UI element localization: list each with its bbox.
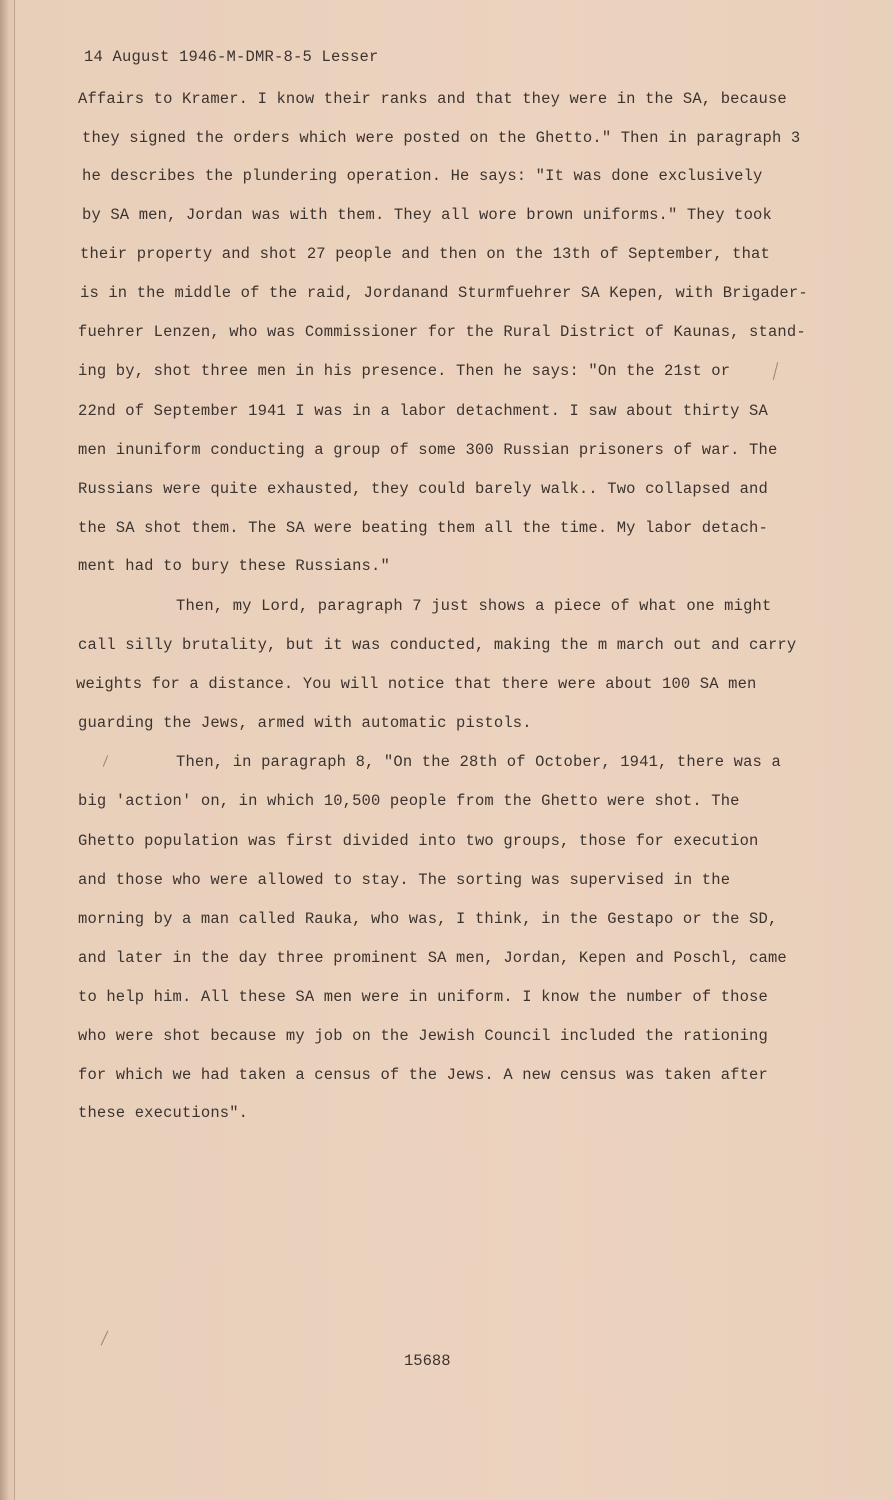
- transcript-line: guarding the Jews, armed with automatic pistols.: [78, 714, 532, 732]
- transcript-line: to help him. All these SA men were in uniform. I know the number of those: [78, 988, 768, 1006]
- transcript-line: the SA shot them. The SA were beating them all the time. My labor detach-: [78, 519, 768, 537]
- transcript-line: big 'action' on, in which 10,500 people from the Ghetto were shot. The: [78, 792, 740, 810]
- transcript-line: who were shot because my job on the Jewish Council included the rationing: [78, 1027, 768, 1045]
- page-number: 15688: [404, 1352, 451, 1370]
- transcript-line: Affairs to Kramer. I know their ranks and that they were in the SA, because: [78, 90, 787, 108]
- transcript-line: Then, my Lord, paragraph 7 just shows a piece of what one might: [176, 597, 772, 615]
- pencil-mark: [101, 1331, 109, 1346]
- document-header: 14 August 1946-M-DMR-8-5 Lesser: [84, 48, 379, 66]
- transcript-line: he describes the plundering operation. He says: "It was done exclusively: [82, 167, 763, 185]
- paper-edge: [0, 0, 8, 1500]
- pencil-mark: [773, 362, 778, 380]
- transcript-line: call silly brutality, but it was conducted, making the m march out and carry: [78, 636, 797, 654]
- transcript-line: Ghetto population was first divided into two groups, those for execution: [78, 832, 759, 850]
- transcript-line: 22nd of September 1941 I was in a labor detachment. I saw about thirty SA: [78, 402, 768, 420]
- transcript-line: weights for a distance. You will notice that there were about 100 SA men: [76, 675, 757, 693]
- transcript-line: men inuniform conducting a group of some 300 Russian prisoners of war. The: [78, 441, 778, 459]
- paper-crease: [14, 0, 15, 1500]
- transcript-line: they signed the orders which were posted on the Ghetto." Then in paragraph 3: [82, 129, 801, 147]
- transcript-line: and those who were allowed to stay. The sorting was supervised in the: [78, 871, 731, 889]
- transcript-line: ing by, shot three men in his presence. Then he says: "On the 21st or: [78, 362, 731, 380]
- transcript-line: and later in the day three prominent SA men, Jordan, Kepen and Poschl, came: [78, 949, 787, 967]
- transcript-line: by SA men, Jordan was with them. They all wore brown uniforms." They took: [82, 206, 772, 224]
- transcript-line: fuehrer Lenzen, who was Commissioner for the Rural District of Kaunas, stand-: [78, 323, 806, 341]
- transcript-line: these executions".: [78, 1104, 249, 1122]
- transcript-line: morning by a man called Rauka, who was, I think, in the Gestapo or the SD,: [78, 910, 778, 928]
- transcript-line: is in the middle of the raid, Jordanand Sturmfuehrer SA Kepen, with Brigader-: [80, 284, 808, 302]
- transcript-line: their property and shot 27 people and then on the 13th of September, that: [80, 245, 770, 263]
- transcript-line: for which we had taken a census of the Jews. A new census was taken after: [78, 1066, 768, 1084]
- pencil-mark: [103, 755, 108, 767]
- transcript-line: ment had to bury these Russians.": [78, 557, 390, 575]
- transcript-line: Russians were quite exhausted, they could barely walk.. Two collapsed and: [78, 480, 768, 498]
- transcript-line: Then, in paragraph 8, "On the 28th of October, 1941, there was a: [176, 753, 781, 771]
